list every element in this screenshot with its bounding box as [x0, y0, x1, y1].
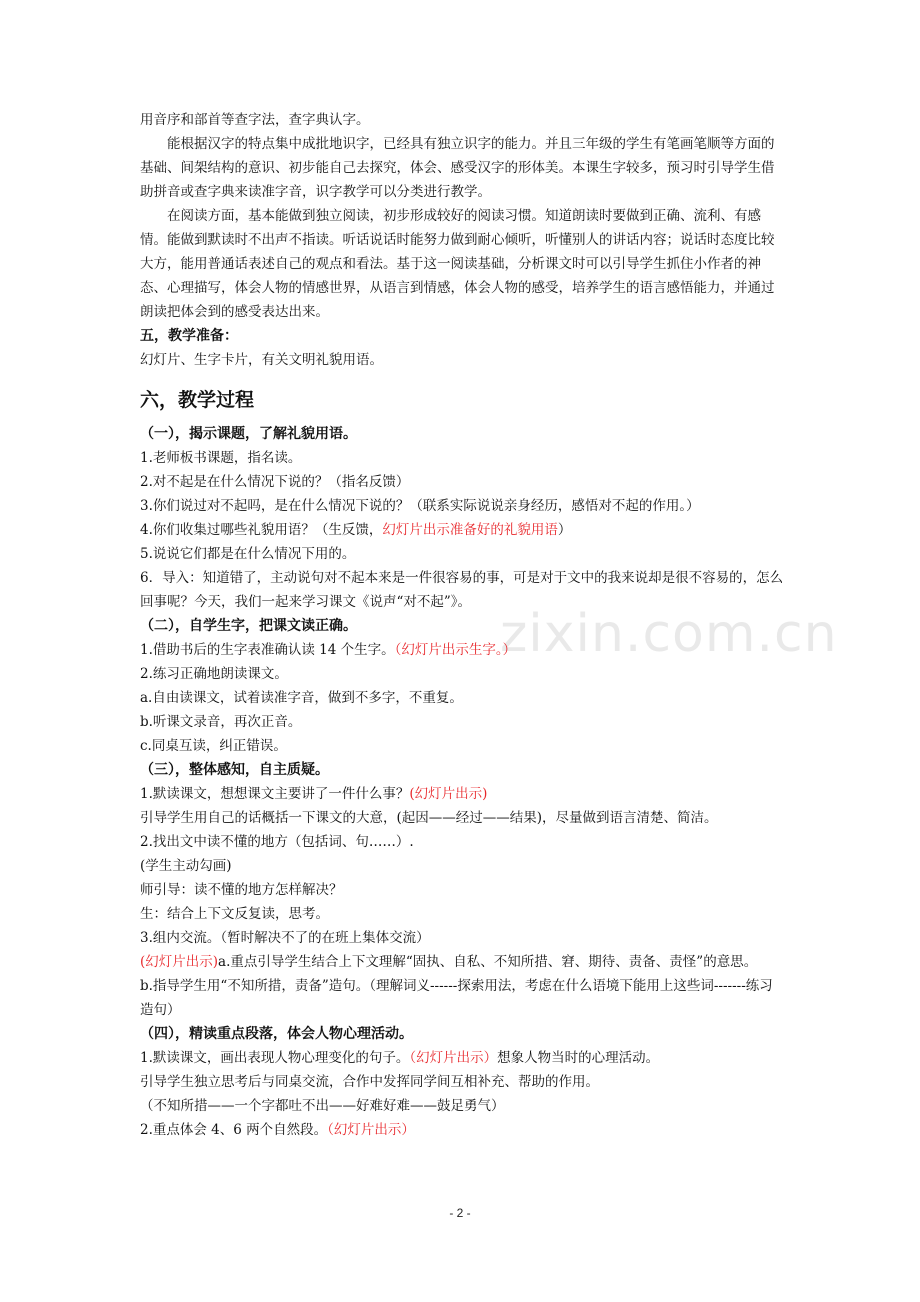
- process-heading: 六，教学过程: [140, 389, 255, 411]
- section-1-line: 3.你们说过对不起吗，是在什么情况下说的？（联系实际说说亲身经历，感悟对不起的作用。）: [140, 498, 700, 514]
- section-2-line: a.自由读课文，试着读准字音，做到不多字，不重复。: [140, 690, 463, 706]
- section-1-line: 5.说说它们都是在什么情况下用的。: [140, 546, 356, 562]
- section-4-line: （不知所措——一个字都吐不出——好难好难——鼓足勇气）: [140, 1098, 505, 1114]
- intro-paragraph-reading: 在阅读方面，基本能做到独立阅读，初步形成较好的阅读习惯。知道朗读时要做到正确、流利、有感情。能做到默读时不出声不指读。听话说话时能努力做到耐心倾听，听懂别人的讲话内容；说话时态度比较大方，能用普通话表述自己的观点和看法。基于这一阅读基础，分析课文时可以引导学生抓住小作者的神态、心理描写，体会人物的情感世界，从语言到情感，体会人物的感受，培养学生的语言感悟能力，并通过朗读把体会到的感受表达出来。: [140, 208, 775, 320]
- section-3-heading: （三），整体感知，自主质疑。: [140, 762, 329, 778]
- prep-text: 幻灯片、生字卡片，有关文明礼貌用语。: [140, 352, 383, 368]
- prep-heading: 五，教学准备：: [140, 328, 238, 344]
- section-2-heading: （二），自学生字，把课文读正确。: [140, 618, 357, 634]
- section-3-line: 3.组内交流。（暂时解决不了的在班上集体交流）: [140, 930, 430, 946]
- slide-note: 幻灯片出示准备好的礼貌用语: [382, 522, 558, 538]
- slide-note: （幻灯片出示）: [409, 1050, 498, 1066]
- intro-paragraph-literacy: 能根据汉字的特点集中成批地识字，已经具有独立识字的能力。并且三年级的学生有笔画笔顺等方面的基础、间架结构的意识、初步能自己去探究，体会、感受汉字的形体美。本课生字较多，预习时引导学生借助拼音或查字典来读准字音，识字教学可以分类进行教学。: [140, 136, 775, 200]
- page-number: - 2 -: [449, 1206, 471, 1220]
- section-3-line: 师引导：读不懂的地方怎样解决？: [140, 882, 343, 898]
- intro-line: 用音序和部首等查字法，查字典认字。: [140, 112, 370, 128]
- document-page: [140, 108, 785, 1142]
- section-1-line: 6．导入：知道错了，主动说句对不起本来是一件很容易的事，可是对于文中的我来说却是很不容易的，怎么回事呢？今天，我们一起来学习课文《说声“对不起”》。: [140, 570, 784, 610]
- text: 1.默读课文，想想课文主要讲了一件什么事？: [140, 786, 410, 802]
- section-3-line: 引导学生用自己的话概括一下课文的大意，(起因——经过——结果)，尽量做到语言清楚、简洁。: [140, 810, 718, 826]
- slide-note: （幻灯片出示）: [327, 1122, 415, 1138]
- section-2-line: [140, 638, 785, 662]
- section-3-line: b.指导学生用“不知所措，责备”造句。（理解词义------探索用法，考虑在什么语境下能用上这些词-------练习造句）: [140, 978, 773, 1018]
- section-3-line: 生：结合上下文反复读，思考。: [140, 906, 329, 922]
- text: 1.借助书后的生字表准确认读 14 个生字。: [140, 642, 395, 658]
- slide-note: (幻灯片出示): [140, 954, 219, 970]
- section-3-line: [140, 782, 785, 806]
- slide-note: （幻灯片出示生字。）: [394, 642, 517, 658]
- section-3-line: 2.找出文中读不懂的地方（包括词、句……）.: [140, 834, 414, 850]
- section-1-heading: （一），揭示课题，了解礼貌用语。: [140, 426, 357, 442]
- text: 想象人物当时的心理活动。: [497, 1050, 660, 1066]
- section-2-line: c.同桌互读，纠正错误。: [140, 738, 287, 754]
- section-1-line: 1.老师板书课题，指名读。: [140, 450, 302, 466]
- slide-note: (幻灯片出示): [409, 786, 488, 802]
- text: 1.默读课文，画出表现人物心理变化的句子。: [140, 1050, 410, 1066]
- watermark: zixin.com.cn: [500, 604, 838, 664]
- text: a.重点引导学生结合上下文理解“固执、自私、不知所措、窘、期待、责备、责怪”的意思。: [218, 954, 758, 970]
- text: 4.你们收集过哪些礼貌用语？（生反馈，: [140, 522, 383, 538]
- section-2-line: b.听课文录音，再次正音。: [140, 714, 302, 730]
- section-4-heading: （四），精读重点段落，体会人物心理活动。: [140, 1026, 413, 1042]
- section-3-line: [140, 950, 785, 974]
- section-2-line: 2.练习正确地朗读课文。: [140, 666, 288, 682]
- section-4-line: 引导学生独立思考后与同桌交流，合作中发挥同学间互相补充、帮助的作用。: [140, 1074, 599, 1090]
- section-4-line: [140, 1046, 785, 1070]
- text: ）: [557, 522, 572, 538]
- text: 2.重点体会 4、6 两个自然段。: [140, 1122, 328, 1138]
- section-1-line: 2.对不起是在什么情况下说的？（指名反馈）: [140, 474, 410, 490]
- section-3-line: (学生主动勾画): [140, 858, 232, 874]
- section-4-line: [140, 1118, 785, 1142]
- section-1-line: [140, 518, 785, 542]
